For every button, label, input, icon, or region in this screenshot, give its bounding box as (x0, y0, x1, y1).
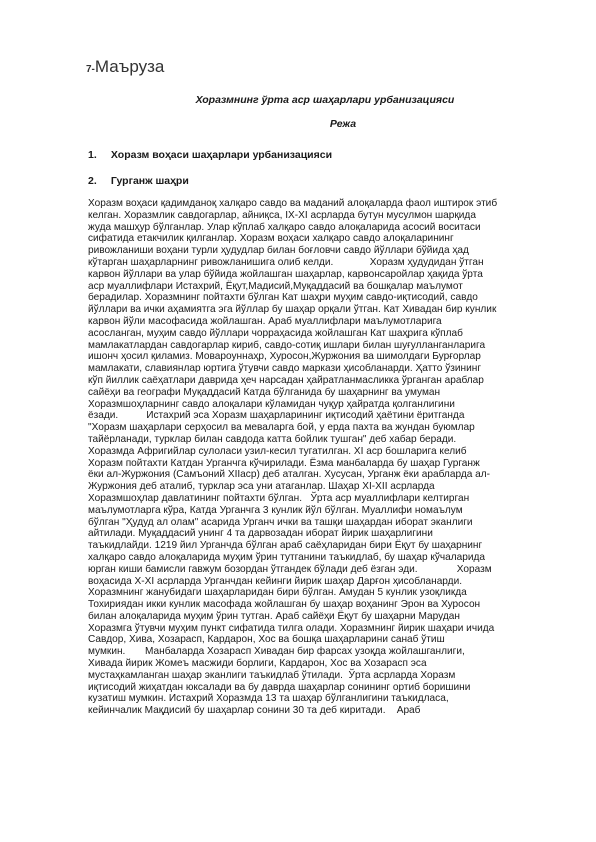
body-line: Тохириядан икки кунлик масофада жойлашган бу шаҳар воҳанинг Эрон ва Хуросон (88, 599, 481, 611)
body-line: мамлакати, славиянлар юртига ўтувчи савдо маркази ҳисобланарди. Ҳатто ўзининг (88, 363, 481, 375)
body-line: жуда машҳур бўлганлар. Улар кўплаб халқаро савдо алоқаларида асосий воситаси (88, 221, 481, 233)
body-line: асосланган, муҳим савдо йўллари чорраҳасида жойлашган Кат шаҳрига кўплаб (88, 327, 463, 339)
body-line: юрган киши бамисли гавжум бозордан ўтгандек бўлади деб ёзган эди. Хоразм (88, 563, 492, 575)
body-line: Хоразм пойтахти Катдан Урганчга кўчирилади. Ёзма манбаларда бу шаҳар Гурганж (88, 457, 480, 469)
body-line: мамлакатлардан савдогарлар кириб, савдо-сотиқ ишлари билан шуғулланганларига (88, 339, 486, 351)
body-line: воҳасида X-XI асрларда Урганчдан кейинги йирик шаҳар Дарғон ҳисобланарди. (88, 575, 463, 587)
body-line: Хоразмда Афригийлар сулоласи узил-кесил тугатилган. XI аср бошларига келиб (88, 445, 467, 457)
plan-list (88, 148, 528, 200)
body-line: иқтисодий жиҳатдан юксалади ва бу даврда шаҳарлар сонининг ортиб боришини (88, 681, 471, 693)
body-line: кузатиш мумкин. Истахрий Хоразмда 13 та шаҳар бўлганлигини таъкидласа, (88, 693, 449, 705)
body-line: йўллари ва ички аҳамиятга эга йўллар бу шаҳар орқали ўтган. Кат Хивадан бир кунлик (88, 304, 497, 316)
body-line: айтилади. Муқаддасий унинг 4 та дарвозадан иборат йирик шаҳарлигини (88, 528, 433, 540)
body-line: сифатида етакчилик қилганлар. Хоразм воҳаси халқаро савдо алоқаларининг (88, 233, 454, 245)
plan-label: Режа (329, 118, 357, 130)
body-line: Савдор, Хива, Хозарасп, Кардарон, Хос ва бошқа шаҳарларини санаб ўтиш (88, 634, 445, 646)
body-line: ёки ал-Журжония (Самъоний XIIаср) деб аталган. Хусусан, Урганж ёки арабларда ал- (88, 469, 490, 481)
body-line: карвон йўллари ва улар бўйида жойлашган шаҳарлар, карвонсаройлар ҳақида ўрта (88, 268, 483, 280)
body-line: Хоразмшоҳларнинг савдо алоқалари кўламидан чуқур ҳайратда қолганлигини (88, 398, 455, 410)
body-line: тайёрланади, турклар билан савдода катта бойлик тушган" деб хабар беради. (88, 433, 457, 445)
plan-item-number: 1. (88, 149, 97, 161)
body-line: таъкидлайди. 1219 йил Урганчда бўлган араб саёҳларидан бири Ёқут бу шаҳарнинг (88, 540, 483, 552)
plan-item-text: Хоразм воҳаси шаҳарлари урбанизацияси (110, 149, 333, 161)
plan-item (88, 148, 528, 174)
body-line: сайёҳи ва географи Муқаддасий Катда бўлганида бу шаҳарнинг ва умуман (88, 386, 441, 398)
body-line: Хоразмнинг жанубидаги шаҳарларидан бири бўлган. Амудан 5 кунлик узоқликда (88, 587, 467, 599)
lecture-label: Маъруза (94, 57, 165, 76)
body-line: кейинчалик Мақдисий бу шаҳарлар сонини 30 та деб киритади. Араб (88, 705, 421, 717)
body-line: мустаҳкамланган шаҳар эканлиги таъкидлаб ўтилади. Ўрта асрларда Хоразм (88, 669, 456, 681)
body-line: бўлган "Ҳудуд ал олам" асарида Урганч ички ва ташқи шаҳардан иборат эканлиги (88, 516, 473, 528)
plan-item-text: Гурганж шаҳри (110, 175, 189, 187)
body-line: халқаро савдо алоқаларида муҳим ўрин тутганини таъкидлаб, бу шаҳар кўчаларида (88, 551, 486, 563)
body-line: маълумотларга кўра, Катда Урганчга 3 кунлик йўл бўлган. Муаллифи номаълум (88, 504, 463, 516)
body-line: келган. Хоразмлик савдогарлар, айниқса, IX-XI асрларда бутун мусулмон шарқида (88, 209, 476, 221)
body-line: кўтарган шаҳарларнинг ривожланишига олиб келди. Хоразм ҳудудидан ўтган (88, 256, 484, 268)
body-line: Хоразм воҳаси қадимданоқ халқаро савдо ва маданий алоқаларда фаол иштирок этиб (88, 198, 498, 209)
body-line: Журжония деб аталиб, турклар эса уни атаганлар. Шаҳар XI-XII асрларда (88, 481, 435, 493)
body-line: мумкин. Манбаларда Хозарасп Хивадан бир фарсах узоқда жойлашганлиги, (88, 646, 465, 658)
body-line: билан алоқаларида муҳим ўрин тутган. Араб сайёҳи Ёқут бу шаҳарни Марудан (88, 610, 460, 622)
body-line: ривожланиши воҳани турли ҳудудлар билан боғловчи савдо йўллари бўйида ҳад (88, 245, 469, 257)
body-line: берадилар. Хоразмнинг пойтахти бўлган Кат шаҳри муҳим савдо-иқтисодий, савдо (88, 292, 478, 304)
plan-item-number: 2. (88, 175, 97, 187)
body-line: кўп йиллик саёҳатлари даврида ҳеч нарсадан ҳайратланмасликка ўрганган араблар (88, 374, 484, 386)
body-line: аср муаллифлари Истахрий, Ёқут,Мадисий,Муқаддасий ва бошқалар маълумот (88, 280, 463, 292)
lecture-number: 7- (86, 64, 95, 75)
body-line: ёзади. Истахрий эса Хоразм шаҳарларининг иқтисодий ҳаётини ёритганда (88, 410, 465, 422)
body-paragraph (88, 198, 546, 717)
body-line: Хивада йирик Жомеъ масжиди борлиги, Кардарон, Хос ва Хозарасп эса (88, 658, 427, 670)
body-line: Хоразмшоҳлар давлатининг пойтахти бўлган. Ўрта аср муаллифлари келтирган (88, 492, 470, 504)
body-line: Хоразмга ўтувчи муҳим пункт сифатида тилга олади. Хоразмнинг йирик шаҳари ичида (88, 622, 495, 634)
body-line: ишонч ҳосил қиламиз. Мовароуннаҳр, Хуросон,Журжония ва шимолдаги Бурғорлар (88, 351, 481, 363)
document-title: Хоразмнинг ўрта аср шаҳарлари урбанизацияси (195, 94, 455, 106)
plan-item (88, 174, 528, 200)
lecture-heading (86, 56, 164, 81)
body-line: карвон йўли масофасида жойлашган. Араб муаллифлари маълумотларига (88, 315, 442, 327)
body-line: "Хоразм шаҳарлари серҳосил ва меваларга бой, у ерда пахта ва жундан буюмлар (88, 422, 475, 434)
